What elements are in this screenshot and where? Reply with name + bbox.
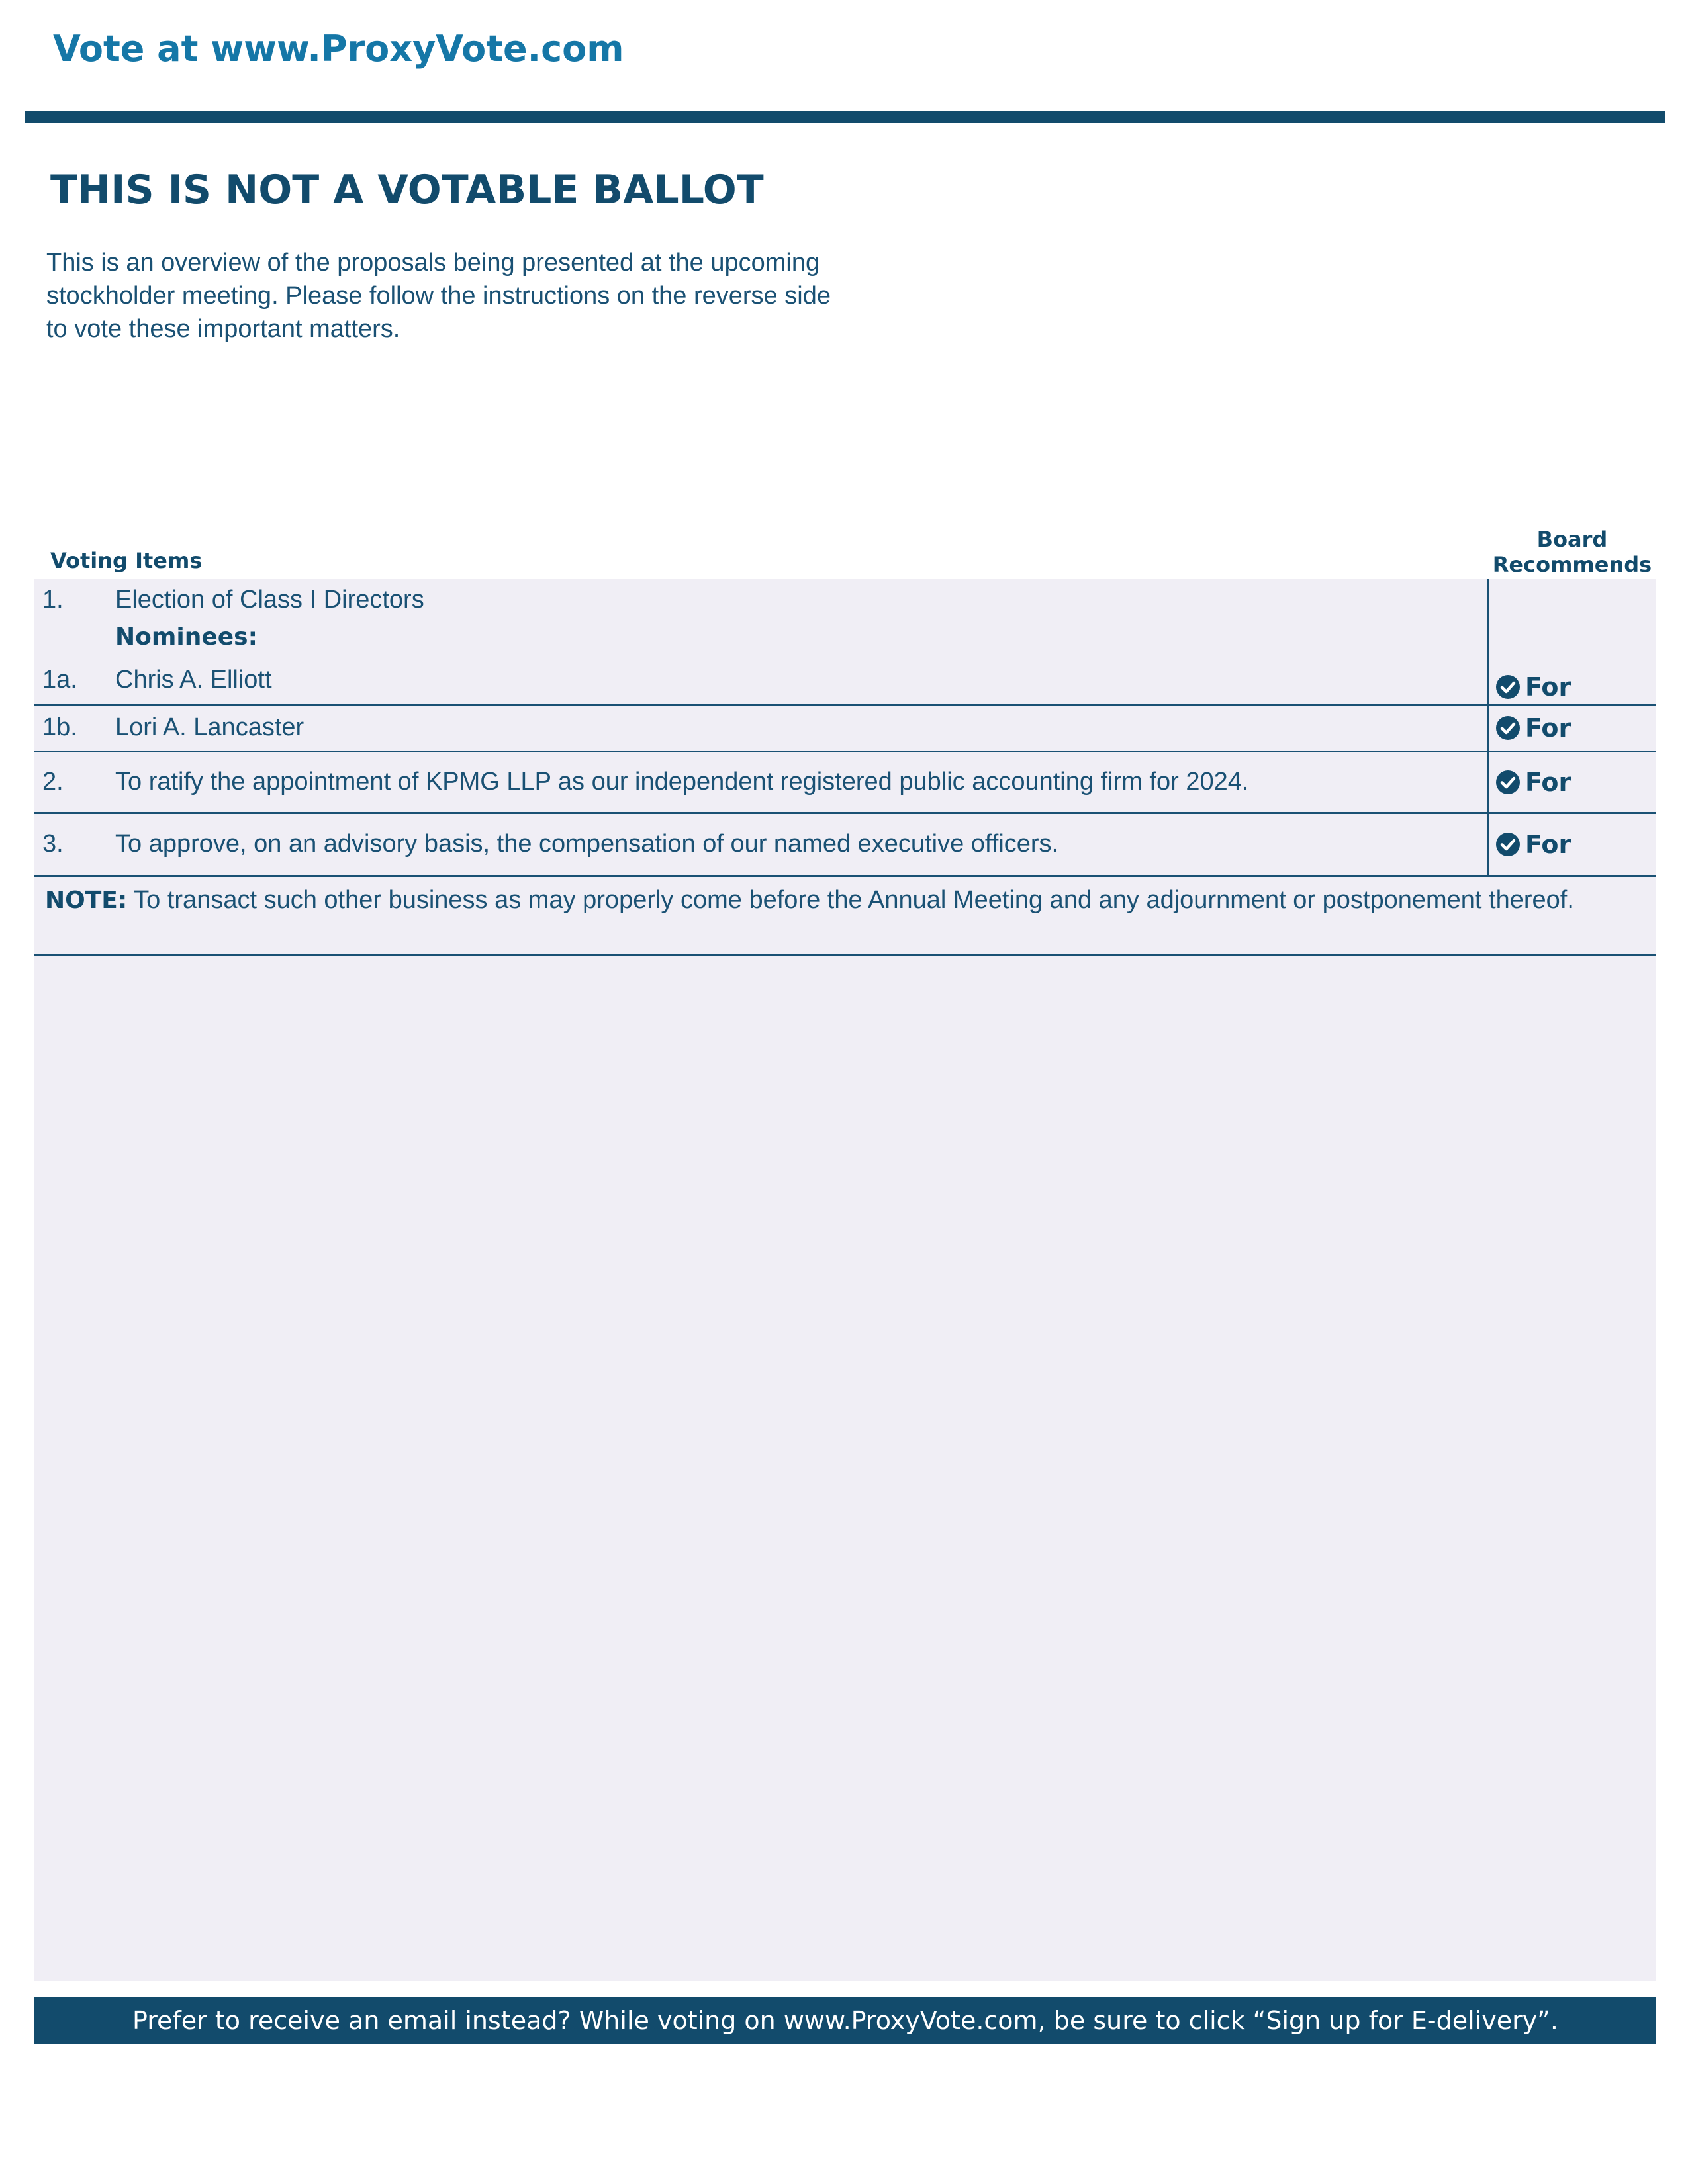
column-header-board-recommends (1489, 527, 1655, 577)
item-number: 1. (42, 586, 64, 614)
recommendation-label: For (1525, 830, 1571, 859)
header-divider (25, 111, 1665, 123)
footer-banner (34, 1997, 1656, 2044)
item-number: 1a. (42, 666, 77, 694)
row-divider (34, 812, 1656, 814)
recommendation-label: For (1525, 713, 1571, 743)
item-text: Election of Class I Directors (115, 586, 424, 614)
item-text: Lori A. Lancaster (115, 713, 305, 741)
item-number: 1b. (42, 713, 77, 741)
row-divider (34, 751, 1656, 752)
check-circle-icon (1495, 769, 1521, 796)
check-circle-icon (1495, 831, 1521, 858)
check-circle-icon (1495, 715, 1521, 741)
item-number: 2. (42, 768, 64, 796)
board-recommendation (1495, 768, 1571, 797)
recommendation-label: For (1525, 672, 1571, 702)
intro-paragraph: This is an overview of the proposals being presented at the upcoming stockholder meeting. Please follow the instructions on the reverse side to vote these important matters. (46, 249, 831, 343)
row-divider (34, 704, 1656, 706)
note-label: NOTE: (45, 887, 128, 914)
vote-link[interactable]: Vote at www.ProxyVote.com (53, 28, 624, 69)
column-header-board-line1: Board (1536, 527, 1608, 552)
nominees-label: Nominees: (115, 623, 258, 651)
column-header-board-line2: Recommends (1492, 552, 1652, 577)
item-text: Chris A. Elliott (115, 666, 272, 694)
item-text: To ratify the appointment of KPMG LLP as our independent registered public accounting firm for 2024. (115, 768, 1249, 796)
recommendation-label: For (1525, 768, 1571, 797)
row-divider (34, 875, 1656, 877)
column-header-voting-items: Voting Items (50, 548, 203, 573)
item-text: To approve, on an advisory basis, the compensation of our named executive officers. (115, 830, 1059, 858)
note-text: To transact such other business as may properly come before the Annual Meeting and any adjournment or postponement thereof. (127, 886, 1574, 914)
board-recommendation (1495, 713, 1571, 743)
board-recommendation (1495, 830, 1571, 859)
item-number: 3. (42, 830, 64, 858)
note-row (45, 884, 1620, 917)
row-divider (34, 954, 1656, 956)
check-circle-icon (1495, 674, 1521, 700)
page-title: THIS IS NOT A VOTABLE BALLOT (50, 167, 764, 213)
column-divider (1487, 579, 1489, 877)
board-recommendation (1495, 672, 1571, 702)
footer-text: Prefer to receive an email instead? While voting on www.ProxyVote.com, be sure to click “Sign up for E-delivery”. (132, 2006, 1558, 2035)
